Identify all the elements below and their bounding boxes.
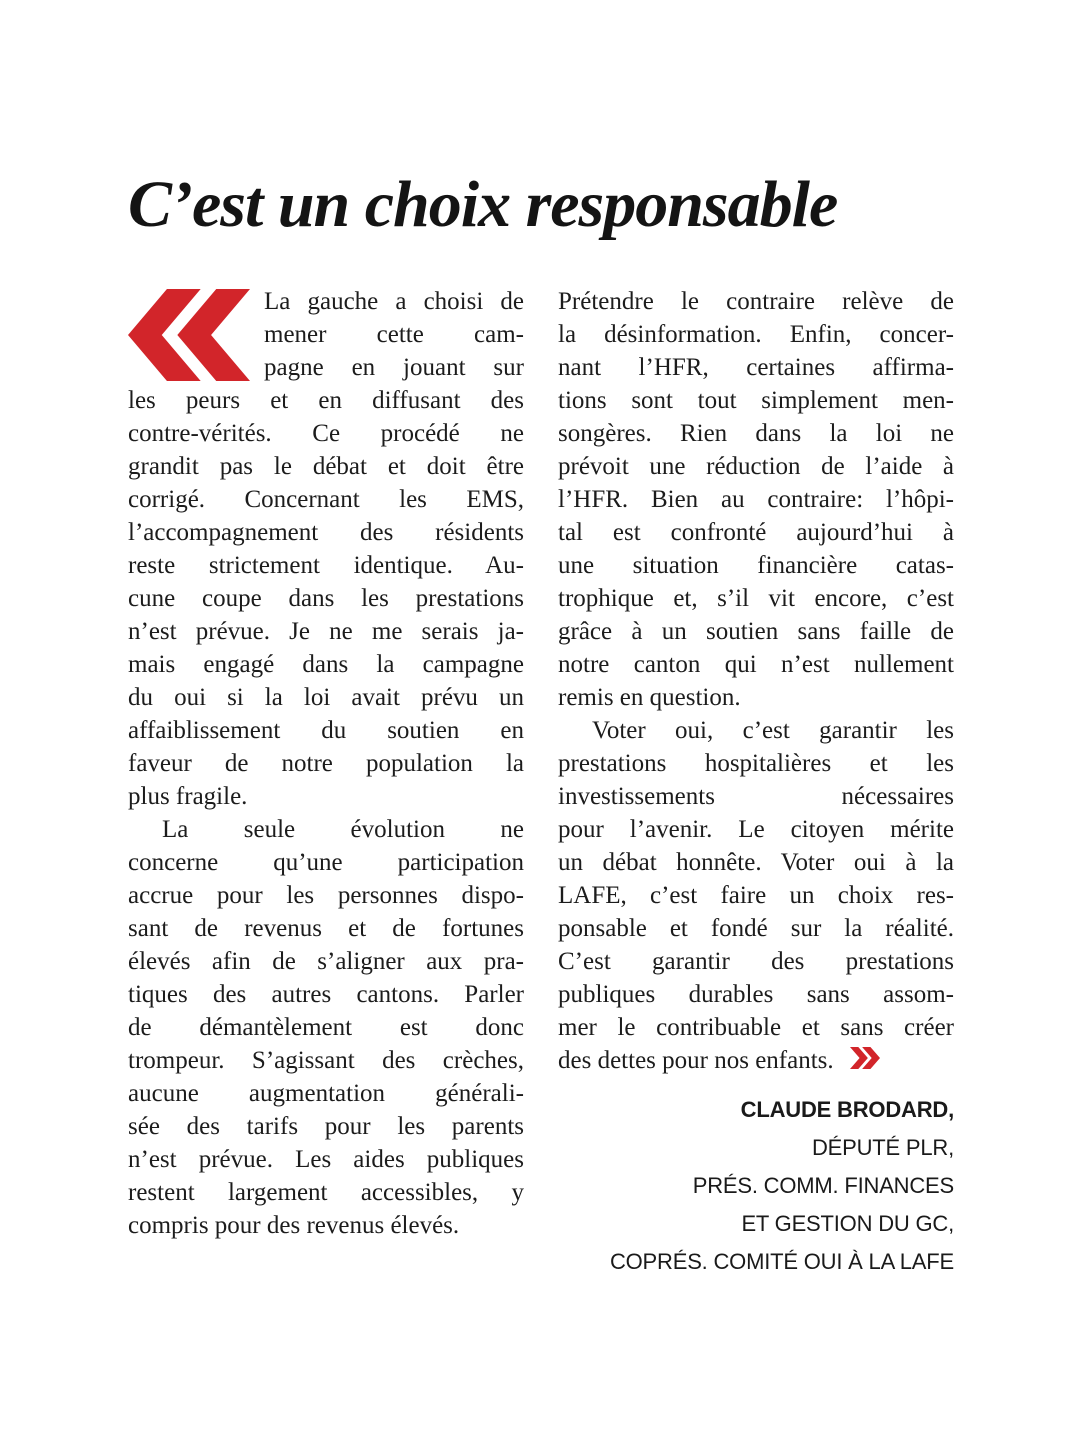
text-line: Voter oui, c’est garantir les — [592, 717, 954, 744]
text-line: publiques durables sans assom- — [558, 981, 954, 1008]
text-line: ponsable et fondé sur la réalité. — [558, 915, 954, 942]
byline-role: PRÉS. COMM. FINANCES — [692, 1173, 954, 1198]
text-line: l’HFR. Bien au contraire: l’hôpi- — [558, 486, 954, 513]
text-line: plus fragile. — [128, 783, 248, 810]
text-line: des dettes pour nos enfants. — [558, 1044, 954, 1077]
text-line: mer le contribuable et sans créer — [558, 1014, 954, 1041]
column-right-text — [558, 285, 954, 1077]
opening-guillemet-icon — [128, 289, 250, 381]
text-line: La gauche a choisi de — [264, 288, 524, 315]
byline — [558, 1091, 954, 1281]
text-line: accrue pour les personnes dispo- — [128, 882, 524, 909]
text-line: Prétendre le contraire relève de — [558, 288, 954, 315]
byline-role: DÉPUTÉ PLR, — [811, 1135, 954, 1160]
text-line: prestations hospitalières et les — [558, 750, 954, 777]
text-line: une situation financière catas- — [558, 552, 954, 579]
byline-role: ET GESTION DU GC, — [741, 1211, 954, 1236]
text-line: de démantèlement est donc — [128, 1014, 524, 1041]
text-line: tions sont tout simplement men- — [558, 387, 954, 414]
text-line: pour l’avenir. Le citoyen mérite — [558, 816, 954, 843]
text-line: la désinformation. Enfin, concer- — [558, 321, 954, 348]
paragraph — [558, 714, 954, 1077]
text-line: n’est prévue. Je ne me serais ja- — [128, 618, 524, 645]
column-right — [558, 285, 954, 1281]
text-line: corrigé. Concernant les EMS, — [128, 486, 524, 513]
paragraph — [558, 285, 954, 714]
text-line: LAFE, c’est faire un choix res- — [558, 882, 954, 909]
text-line: tal est confronté aujourd’hui à — [558, 519, 954, 546]
text-line: concerne qu’une participation — [128, 849, 524, 876]
text-line: faveur de notre population la — [128, 750, 524, 777]
article-body — [128, 285, 954, 1281]
text-line: sée des tarifs pour les parents — [128, 1113, 524, 1140]
text-line: du oui si la loi avait prévu un — [128, 684, 524, 711]
text-line: un débat honnête. Voter oui à la — [558, 849, 954, 876]
text-line: reste strictement identique. Au- — [128, 552, 524, 579]
text-line: l’accompagnement des résidents — [128, 519, 524, 546]
text-line: C’est garantir des prestations — [558, 948, 954, 975]
byline-author: CLAUDE BRODARD, — [740, 1097, 954, 1122]
text-line: La seule évolution ne — [162, 816, 524, 843]
text-line: élevés afin de s’aligner aux pra- — [128, 948, 524, 975]
text-line: nant l’HFR, certaines affirma- — [558, 354, 954, 381]
text-line: contre-vérités. Ce procédé ne — [128, 420, 524, 447]
text-line: restent largement accessibles, y — [128, 1179, 524, 1206]
text-line: mener cette cam- — [264, 321, 524, 348]
text-line: trompeur. S’agissant des crèches, — [128, 1047, 524, 1074]
closing-guillemet-icon — [850, 1044, 880, 1077]
text-line: mais engagé dans la campagne — [128, 651, 524, 678]
text-line: pagne en jouant sur — [264, 354, 524, 381]
text-line: n’est prévue. Les aides publiques — [128, 1146, 524, 1173]
column-left — [128, 285, 524, 1281]
text-line: compris pour des revenus élevés. — [128, 1212, 460, 1239]
text-line: prévoit une réduction de l’aide à — [558, 453, 954, 480]
text-line: aucune augmentation générali- — [128, 1080, 524, 1107]
text-line: grâce à un soutien sans faille de — [558, 618, 954, 645]
text-line: investissements nécessaires — [558, 783, 954, 810]
text-line: notre canton qui n’est nullement — [558, 651, 954, 678]
text-line: remis en question. — [558, 684, 741, 711]
article-title: C’est un choix responsable — [128, 168, 838, 241]
text-line: songères. Rien dans la loi ne — [558, 420, 954, 447]
text-line: affaiblissement du soutien en — [128, 717, 524, 744]
text-line: tiques des autres cantons. Parler — [128, 981, 524, 1008]
byline-role: COPRÉS. COMITÉ OUI À LA LAFE — [609, 1249, 954, 1274]
paragraph — [128, 285, 524, 813]
text-line: les peurs et en diffusant des — [128, 387, 524, 414]
text-line: trophique et, s’il vit encore, c’est — [558, 585, 954, 612]
text-line: grandit pas le débat et doit être — [128, 453, 524, 480]
text-line: cune coupe dans les prestations — [128, 585, 524, 612]
paragraph — [128, 813, 524, 1242]
text-line: sant de revenus et de fortunes — [128, 915, 524, 942]
